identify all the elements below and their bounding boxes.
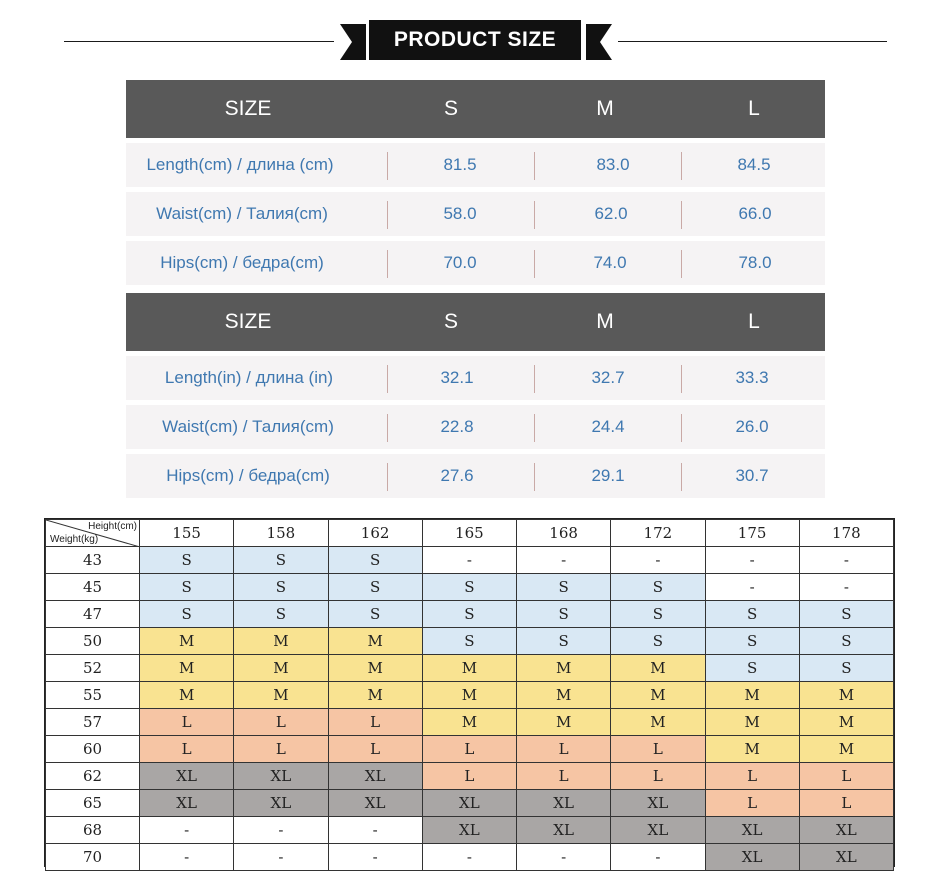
size-cell: S bbox=[517, 628, 611, 655]
size-cell: - bbox=[611, 547, 705, 574]
height-header-cell: 155 bbox=[140, 520, 234, 547]
header-s: S bbox=[443, 97, 459, 120]
size-cell: S bbox=[611, 628, 705, 655]
divider bbox=[681, 414, 682, 442]
divider bbox=[681, 365, 682, 393]
weight-header-cell: 68 bbox=[46, 817, 140, 844]
size-row-waist bbox=[126, 405, 825, 449]
size-table-header bbox=[126, 80, 825, 138]
size-cell: S bbox=[517, 601, 611, 628]
size-cell: M bbox=[705, 682, 799, 709]
size-recommendation-chart bbox=[44, 518, 895, 867]
size-cell: S bbox=[705, 628, 799, 655]
size-cell: L bbox=[705, 763, 799, 790]
size-table-cm bbox=[126, 80, 825, 285]
size-cell: S bbox=[611, 601, 705, 628]
weight-header-cell: 55 bbox=[46, 682, 140, 709]
size-cell: XL bbox=[705, 817, 799, 844]
size-cell: S bbox=[422, 574, 516, 601]
weight-header-cell: 62 bbox=[46, 763, 140, 790]
size-cell: XL bbox=[611, 817, 705, 844]
value-s: 32.1 bbox=[440, 368, 474, 387]
grid-row bbox=[46, 574, 894, 601]
size-cell: S bbox=[328, 601, 422, 628]
value-m: 24.4 bbox=[591, 417, 625, 436]
divider bbox=[387, 250, 388, 278]
value-l: 26.0 bbox=[735, 417, 769, 436]
divider bbox=[534, 250, 535, 278]
size-cell: XL bbox=[799, 844, 893, 871]
divider bbox=[681, 201, 682, 229]
size-cell: S bbox=[328, 547, 422, 574]
size-cell: L bbox=[422, 736, 516, 763]
size-cell: L bbox=[328, 736, 422, 763]
value-l: 78.0 bbox=[738, 253, 772, 272]
corner-weight-label: Weight(kg) bbox=[50, 534, 99, 545]
row-label: Hips(cm) / бедра(cm) bbox=[160, 253, 324, 272]
size-cell: XL bbox=[517, 790, 611, 817]
size-cell: L bbox=[234, 709, 328, 736]
size-cell: L bbox=[799, 790, 893, 817]
divider bbox=[681, 152, 682, 180]
grid-row bbox=[46, 763, 894, 790]
size-cell: XL bbox=[517, 817, 611, 844]
weight-header-cell: 65 bbox=[46, 790, 140, 817]
size-cell: S bbox=[328, 574, 422, 601]
size-cell: S bbox=[422, 628, 516, 655]
size-row-hips bbox=[126, 454, 825, 498]
size-cell: L bbox=[611, 736, 705, 763]
height-header-cell: 165 bbox=[422, 520, 516, 547]
size-cell: M bbox=[328, 682, 422, 709]
size-cell: XL bbox=[705, 844, 799, 871]
size-cell: M bbox=[234, 655, 328, 682]
page-title: PRODUCT SIZE bbox=[369, 20, 581, 60]
corner-height-label: Height(cm) bbox=[88, 521, 137, 532]
size-cell: XL bbox=[234, 763, 328, 790]
size-cell: - bbox=[517, 547, 611, 574]
grid-row bbox=[46, 655, 894, 682]
value-l: 84.5 bbox=[737, 155, 771, 174]
size-cell: M bbox=[234, 628, 328, 655]
divider bbox=[387, 414, 388, 442]
divider bbox=[681, 250, 682, 278]
value-s: 58.0 bbox=[443, 204, 477, 223]
size-cell: S bbox=[705, 655, 799, 682]
size-cell: S bbox=[705, 601, 799, 628]
size-cell: - bbox=[328, 844, 422, 871]
size-cell: L bbox=[517, 763, 611, 790]
size-cell: S bbox=[234, 601, 328, 628]
ribbon-left-icon bbox=[340, 24, 366, 60]
size-cell: M bbox=[611, 709, 705, 736]
size-cell: S bbox=[140, 601, 234, 628]
size-cell: L bbox=[705, 790, 799, 817]
row-label: Length(cm) / длина (cm) bbox=[146, 155, 334, 174]
size-cell: XL bbox=[234, 790, 328, 817]
grid-row bbox=[46, 709, 894, 736]
size-cell: M bbox=[799, 736, 893, 763]
height-header-cell: 175 bbox=[705, 520, 799, 547]
height-header-cell: 178 bbox=[799, 520, 893, 547]
size-cell: XL bbox=[140, 763, 234, 790]
value-m: 83.0 bbox=[596, 155, 630, 174]
size-cell: L bbox=[611, 763, 705, 790]
size-cell: M bbox=[517, 709, 611, 736]
size-cell: - bbox=[611, 844, 705, 871]
size-cell: - bbox=[140, 817, 234, 844]
size-cell: M bbox=[517, 655, 611, 682]
size-cell: S bbox=[517, 574, 611, 601]
header-rule-right bbox=[618, 41, 887, 42]
value-s: 70.0 bbox=[443, 253, 477, 272]
row-label: Length(in) / длина (in) bbox=[164, 368, 334, 387]
value-s: 27.6 bbox=[440, 466, 474, 485]
size-cell: S bbox=[140, 574, 234, 601]
size-cell: S bbox=[799, 655, 893, 682]
weight-header-cell: 70 bbox=[46, 844, 140, 871]
size-cell: M bbox=[422, 682, 516, 709]
header-size-label: SIZE bbox=[224, 310, 272, 333]
grid-corner-cell bbox=[46, 520, 140, 547]
size-cell: S bbox=[234, 574, 328, 601]
grid-row bbox=[46, 736, 894, 763]
value-s: 22.8 bbox=[440, 417, 474, 436]
size-row-waist bbox=[126, 192, 825, 236]
size-cell: M bbox=[799, 709, 893, 736]
size-cell: L bbox=[140, 709, 234, 736]
size-grid-table bbox=[45, 519, 894, 871]
grid-header-row bbox=[46, 520, 894, 547]
divider bbox=[387, 365, 388, 393]
size-cell: - bbox=[140, 844, 234, 871]
size-cell: S bbox=[140, 547, 234, 574]
ribbon-right-icon bbox=[586, 24, 612, 60]
size-cell: XL bbox=[799, 817, 893, 844]
size-cell: M bbox=[517, 682, 611, 709]
size-cell: M bbox=[705, 709, 799, 736]
size-cell: M bbox=[422, 709, 516, 736]
row-label: Waist(cm) / Талия(cm) bbox=[156, 204, 328, 223]
value-m: 62.0 bbox=[594, 204, 628, 223]
size-cell: S bbox=[611, 574, 705, 601]
value-l: 33.3 bbox=[735, 368, 769, 387]
header-s: S bbox=[443, 310, 459, 333]
grid-row bbox=[46, 817, 894, 844]
size-cell: S bbox=[799, 628, 893, 655]
height-header-cell: 172 bbox=[611, 520, 705, 547]
divider bbox=[387, 201, 388, 229]
value-s: 81.5 bbox=[443, 155, 477, 174]
size-cell: M bbox=[328, 655, 422, 682]
row-label: Waist(cm) / Талия(cm) bbox=[162, 417, 334, 436]
size-cell: XL bbox=[140, 790, 234, 817]
value-m: 74.0 bbox=[593, 253, 627, 272]
size-cell: XL bbox=[611, 790, 705, 817]
size-row-hips bbox=[126, 241, 825, 285]
size-cell: - bbox=[705, 547, 799, 574]
header-l: L bbox=[748, 97, 760, 120]
size-cell: - bbox=[234, 844, 328, 871]
weight-header-cell: 43 bbox=[46, 547, 140, 574]
weight-header-cell: 45 bbox=[46, 574, 140, 601]
header-rule-left bbox=[64, 41, 334, 42]
weight-header-cell: 52 bbox=[46, 655, 140, 682]
divider bbox=[534, 152, 535, 180]
size-cell: M bbox=[799, 682, 893, 709]
grid-row bbox=[46, 790, 894, 817]
size-cell: L bbox=[140, 736, 234, 763]
size-cell: M bbox=[234, 682, 328, 709]
weight-header-cell: 50 bbox=[46, 628, 140, 655]
grid-row bbox=[46, 601, 894, 628]
size-cell: - bbox=[422, 547, 516, 574]
divider bbox=[534, 414, 535, 442]
divider bbox=[681, 463, 682, 491]
height-header-cell: 168 bbox=[517, 520, 611, 547]
size-cell: L bbox=[799, 763, 893, 790]
weight-header-cell: 60 bbox=[46, 736, 140, 763]
weight-header-cell: 57 bbox=[46, 709, 140, 736]
size-row-length bbox=[126, 356, 825, 400]
size-cell: M bbox=[140, 682, 234, 709]
divider bbox=[534, 365, 535, 393]
size-cell: L bbox=[517, 736, 611, 763]
size-cell: - bbox=[799, 574, 893, 601]
grid-row bbox=[46, 844, 894, 871]
grid-row bbox=[46, 547, 894, 574]
row-label: Hips(cm) / бедра(cm) bbox=[166, 466, 330, 485]
size-cell: S bbox=[422, 601, 516, 628]
divider bbox=[387, 152, 388, 180]
header-l: L bbox=[748, 310, 760, 333]
size-cell: M bbox=[705, 736, 799, 763]
size-table-in bbox=[126, 293, 825, 498]
size-cell: L bbox=[422, 763, 516, 790]
size-cell: XL bbox=[422, 817, 516, 844]
grid-row bbox=[46, 628, 894, 655]
size-table-header bbox=[126, 293, 825, 351]
height-header-cell: 158 bbox=[234, 520, 328, 547]
size-cell: XL bbox=[422, 790, 516, 817]
size-cell: M bbox=[328, 628, 422, 655]
header-m: M bbox=[596, 310, 614, 333]
size-cell: XL bbox=[328, 763, 422, 790]
size-cell: M bbox=[422, 655, 516, 682]
size-cell: - bbox=[705, 574, 799, 601]
size-cell: XL bbox=[328, 790, 422, 817]
weight-header-cell: 47 bbox=[46, 601, 140, 628]
divider bbox=[534, 463, 535, 491]
size-cell: L bbox=[234, 736, 328, 763]
size-cell: - bbox=[517, 844, 611, 871]
size-cell: M bbox=[611, 682, 705, 709]
size-cell: M bbox=[140, 655, 234, 682]
header-m: M bbox=[596, 97, 614, 120]
size-cell: L bbox=[328, 709, 422, 736]
value-l: 66.0 bbox=[738, 204, 772, 223]
header-size-label: SIZE bbox=[224, 97, 272, 120]
size-cell: - bbox=[234, 817, 328, 844]
size-cell: M bbox=[611, 655, 705, 682]
value-l: 30.7 bbox=[735, 466, 769, 485]
size-cell: - bbox=[422, 844, 516, 871]
size-cell: S bbox=[234, 547, 328, 574]
grid-row bbox=[46, 682, 894, 709]
size-row-length bbox=[126, 143, 825, 187]
size-cell: M bbox=[140, 628, 234, 655]
value-m: 29.1 bbox=[591, 466, 625, 485]
value-m: 32.7 bbox=[591, 368, 625, 387]
size-cell: S bbox=[799, 601, 893, 628]
divider bbox=[387, 463, 388, 491]
size-cell: - bbox=[799, 547, 893, 574]
size-cell: - bbox=[328, 817, 422, 844]
height-header-cell: 162 bbox=[328, 520, 422, 547]
divider bbox=[534, 201, 535, 229]
